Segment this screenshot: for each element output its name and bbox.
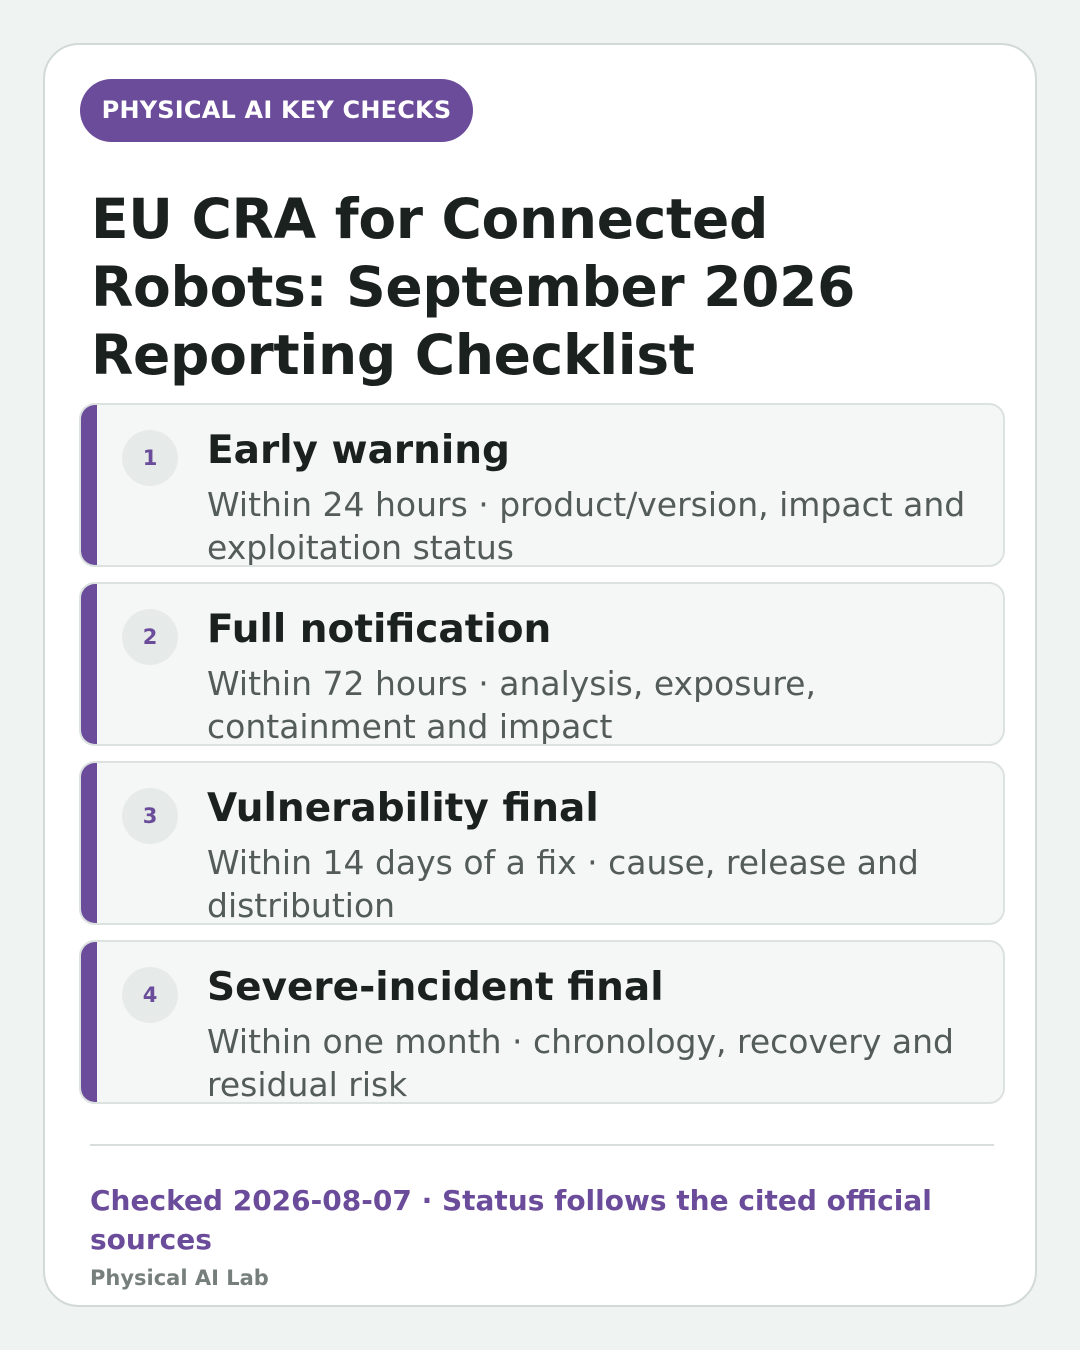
step-description: Within one month · chronology, recovery and residual risk: [207, 1022, 954, 1104]
accent-bar: [81, 763, 97, 923]
step-title: Early warning: [207, 428, 510, 473]
step-title: Severe-incident final: [207, 965, 664, 1010]
accent-bar: [81, 405, 97, 565]
step-number-badge: 1: [122, 430, 178, 486]
accent-bar: [81, 942, 97, 1102]
step-number-badge: 3: [122, 788, 178, 844]
step-description: Within 72 hours · analysis, exposure, containment and impact: [207, 664, 816, 746]
step-description: Within 24 hours · product/version, impact and exploitation status: [207, 485, 966, 567]
checklist-card: [43, 43, 1037, 1307]
checklist-item: [79, 761, 1005, 925]
category-tag: PHYSICAL AI KEY CHECKS: [80, 79, 473, 142]
step-description: Within 14 days of a fix · cause, release and distribution: [207, 843, 919, 925]
checklist-item: [79, 403, 1005, 567]
footer-checked-note: Checked 2026-08-07 · Status follows the cited official sources: [90, 1184, 932, 1256]
step-title: Full notification: [207, 607, 552, 652]
step-number-badge: 2: [122, 609, 178, 665]
footer-source: Physical AI Lab: [90, 1266, 269, 1290]
step-title: Vulnerability final: [207, 786, 599, 831]
accent-bar: [81, 584, 97, 744]
page-title: EU CRA for Connected Robots: September 2026 Reporting Checklist: [91, 187, 856, 387]
step-number-badge: 4: [122, 967, 178, 1023]
checklist-item: [79, 940, 1005, 1104]
footer-divider: [90, 1144, 994, 1146]
checklist-item: [79, 582, 1005, 746]
